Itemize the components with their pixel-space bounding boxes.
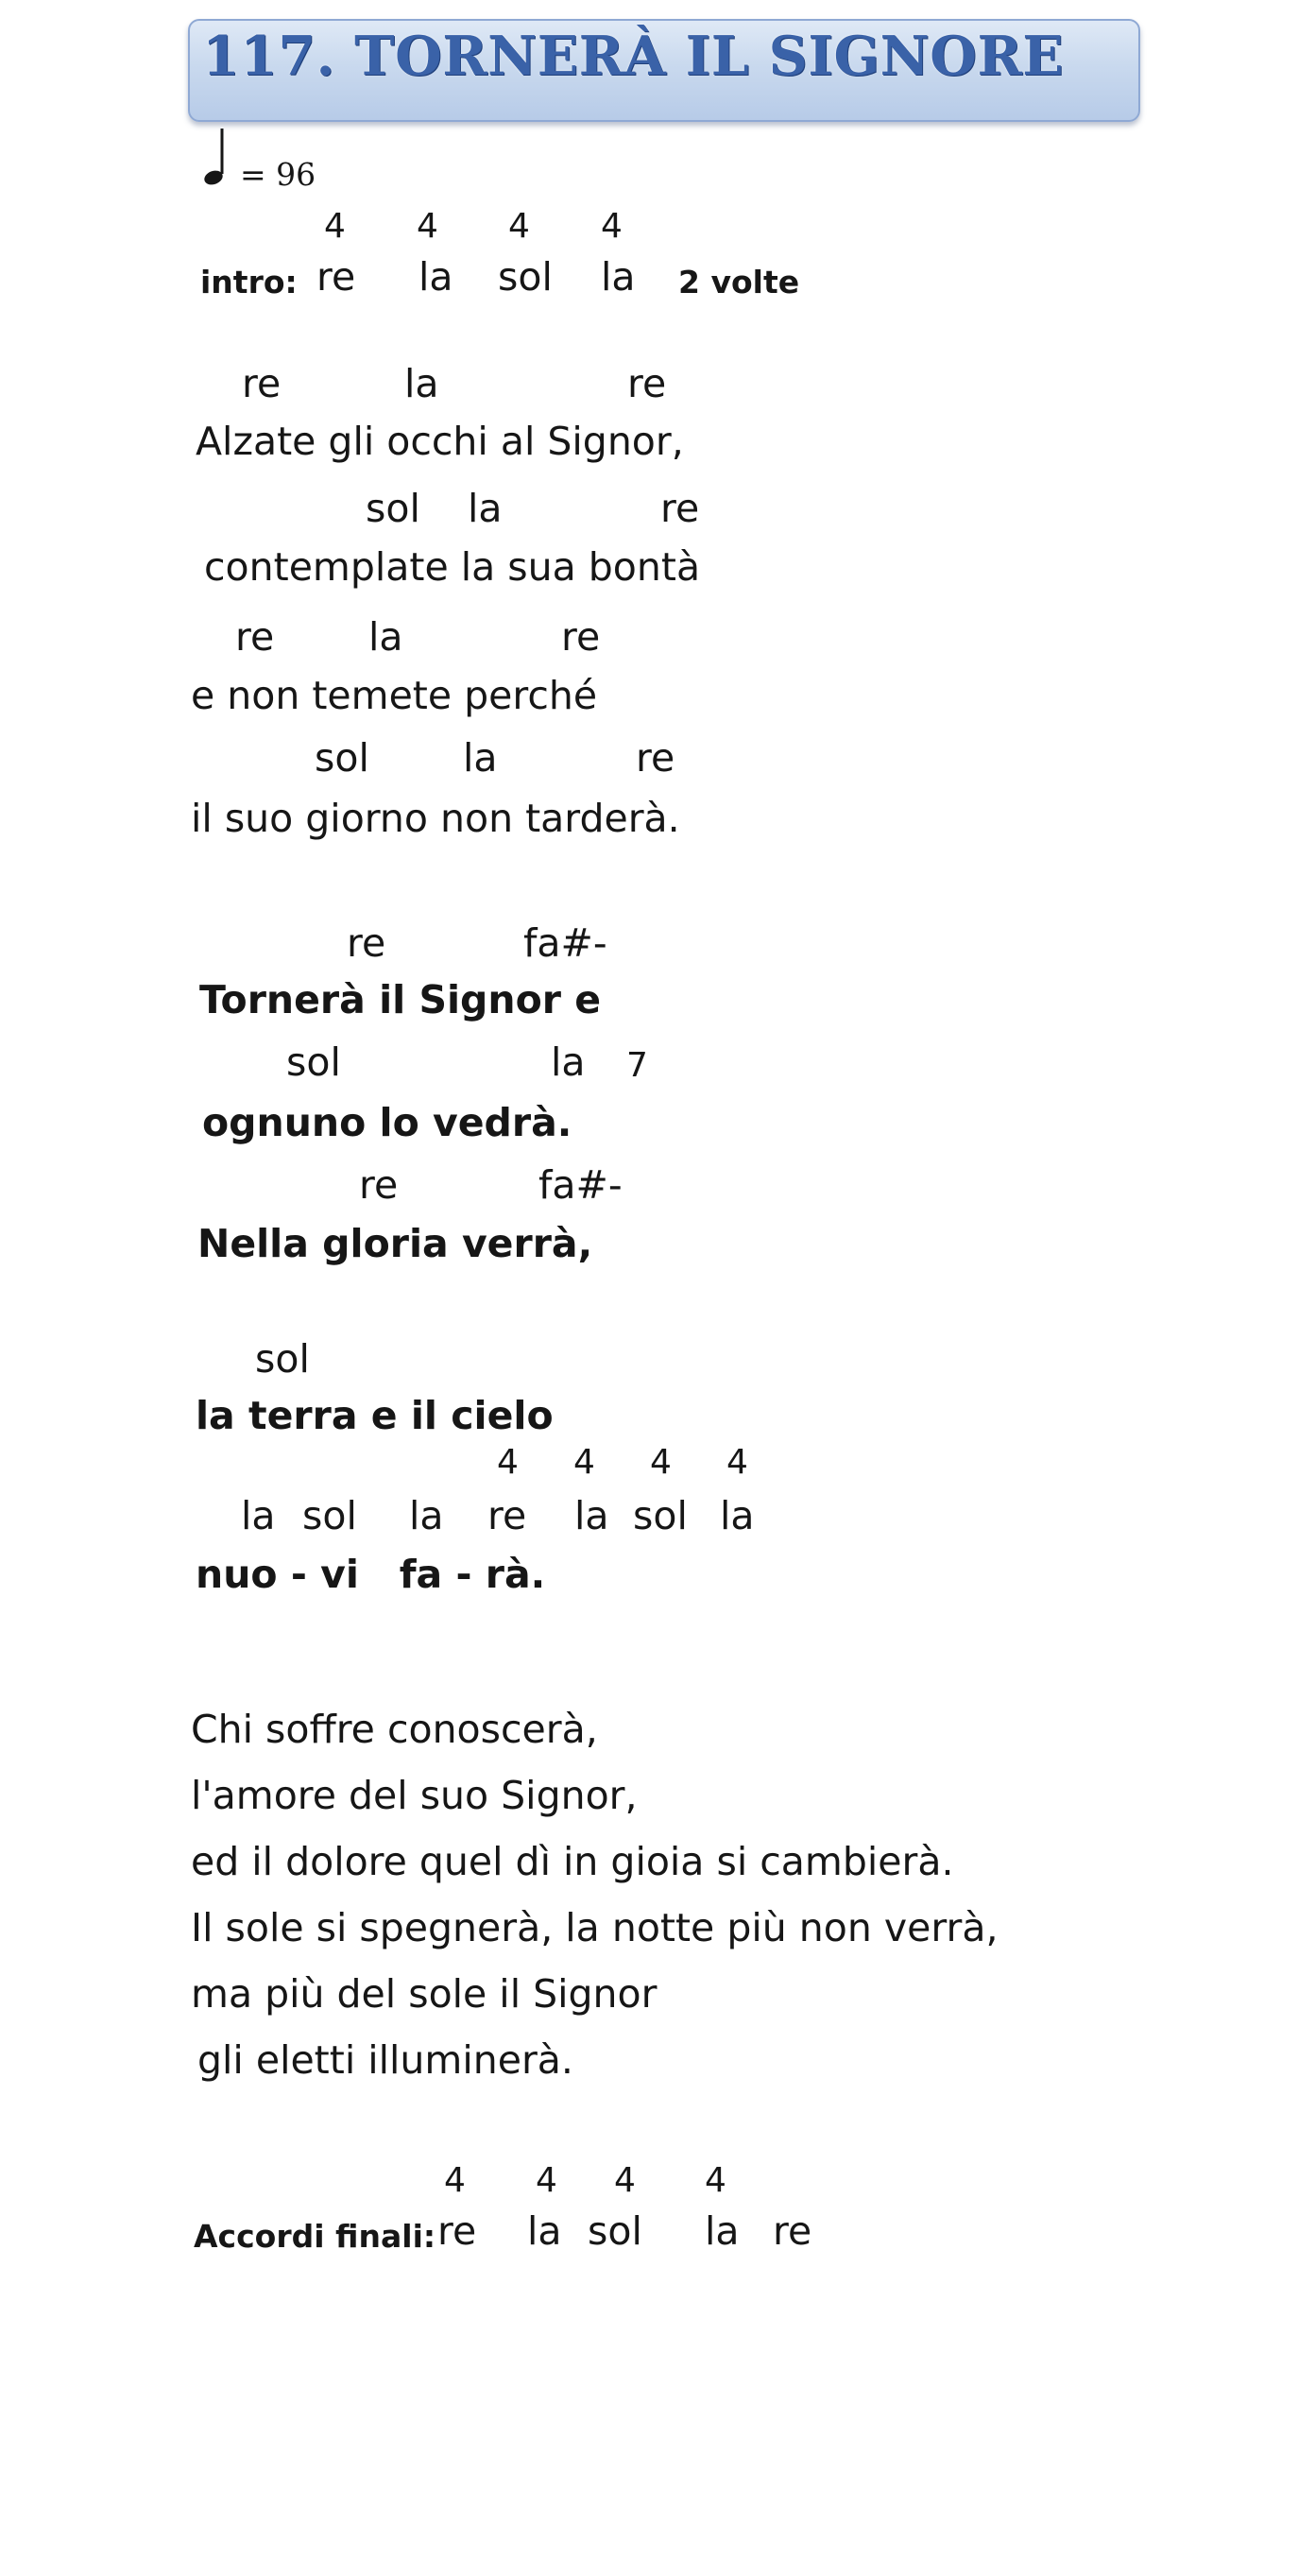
song-title: 117. TORNERÀ IL SIGNORE xyxy=(202,25,1065,88)
chord: la xyxy=(409,1493,444,1538)
chorus-line: Nella gloria verrà, xyxy=(197,1221,593,1266)
verse-line: ma più del sole il Signor xyxy=(191,1971,658,2017)
chord: sol xyxy=(633,1493,688,1538)
chord: sol xyxy=(302,1493,357,1538)
intro-beat: 4 xyxy=(417,207,438,246)
chorus-beat: 4 xyxy=(573,1443,595,1482)
final-chords-label: Accordi finali: xyxy=(194,2218,436,2255)
verse-line: ed il dolore quel dì in gioia si cambierà. xyxy=(191,1839,954,1884)
verse-line: il suo giorno non tarderà. xyxy=(191,796,680,841)
intro-chord: re xyxy=(316,254,356,300)
intro-beat: 4 xyxy=(324,207,346,246)
final-beat: 4 xyxy=(444,2161,466,2200)
chord: la xyxy=(551,1039,586,1085)
chord: re xyxy=(627,361,667,406)
intro-beat: 4 xyxy=(508,207,530,246)
chorus-line: Tornerà il Signor e xyxy=(199,977,602,1022)
chord: re xyxy=(487,1493,527,1538)
chorus-line: nuo - vi fa - rà. xyxy=(196,1552,546,1597)
chord-extension: 7 xyxy=(626,1046,648,1085)
final-chord: re xyxy=(437,2208,477,2254)
chorus-beat: 4 xyxy=(650,1443,672,1482)
intro-repeat: 2 volte xyxy=(678,264,800,301)
final-beat: 4 xyxy=(705,2161,726,2200)
intro-chord: la xyxy=(418,254,453,300)
chord: sol xyxy=(315,735,369,781)
final-beat: 4 xyxy=(536,2161,557,2200)
tempo-value: = 96 xyxy=(240,156,316,193)
chord: la xyxy=(463,735,498,781)
chord: sol xyxy=(286,1039,341,1085)
chord: re xyxy=(235,614,275,660)
chord: re xyxy=(347,920,386,966)
intro-beat: 4 xyxy=(601,207,623,246)
intro-label: intro: xyxy=(200,264,298,301)
quarter-note-icon xyxy=(202,127,231,189)
chord: la xyxy=(574,1493,609,1538)
verse-line: l'amore del suo Signor, xyxy=(191,1773,638,1818)
chord: la xyxy=(368,614,403,660)
verse-line: Il sole si spegnerà, la notte più non verrà, xyxy=(191,1905,999,1950)
chord: la xyxy=(720,1493,755,1538)
chord: re xyxy=(242,361,282,406)
verse-line: Alzate gli occhi al Signor, xyxy=(196,419,684,464)
final-beat: 4 xyxy=(614,2161,636,2200)
intro-chord: sol xyxy=(498,254,553,300)
verse-line: Chi soffre conoscerà, xyxy=(191,1707,598,1752)
final-chord: la xyxy=(527,2208,562,2254)
chorus-line: ognuno lo vedrà. xyxy=(202,1100,572,1145)
verse-line: gli eletti illuminerà. xyxy=(197,2037,573,2083)
chord: la xyxy=(404,361,439,406)
final-chord: la xyxy=(705,2208,740,2254)
final-chord: re xyxy=(773,2208,812,2254)
chord: re xyxy=(359,1162,399,1208)
chord: re xyxy=(561,614,601,660)
chord: re xyxy=(636,735,675,781)
chord: sol xyxy=(366,486,420,531)
chord: fa#- xyxy=(523,920,607,966)
intro-chord: la xyxy=(601,254,636,300)
chord: fa#- xyxy=(538,1162,623,1208)
chord: la xyxy=(241,1493,276,1538)
verse-line: e non temete perché xyxy=(191,673,598,718)
final-chord: sol xyxy=(588,2208,642,2254)
chorus-line: la terra e il cielo xyxy=(196,1393,554,1438)
chord: la xyxy=(468,486,503,531)
chord: sol xyxy=(255,1336,310,1382)
chord: re xyxy=(660,486,700,531)
chorus-beat: 4 xyxy=(497,1443,519,1482)
verse-line: contemplate la sua bontà xyxy=(204,544,701,590)
chorus-beat: 4 xyxy=(726,1443,748,1482)
